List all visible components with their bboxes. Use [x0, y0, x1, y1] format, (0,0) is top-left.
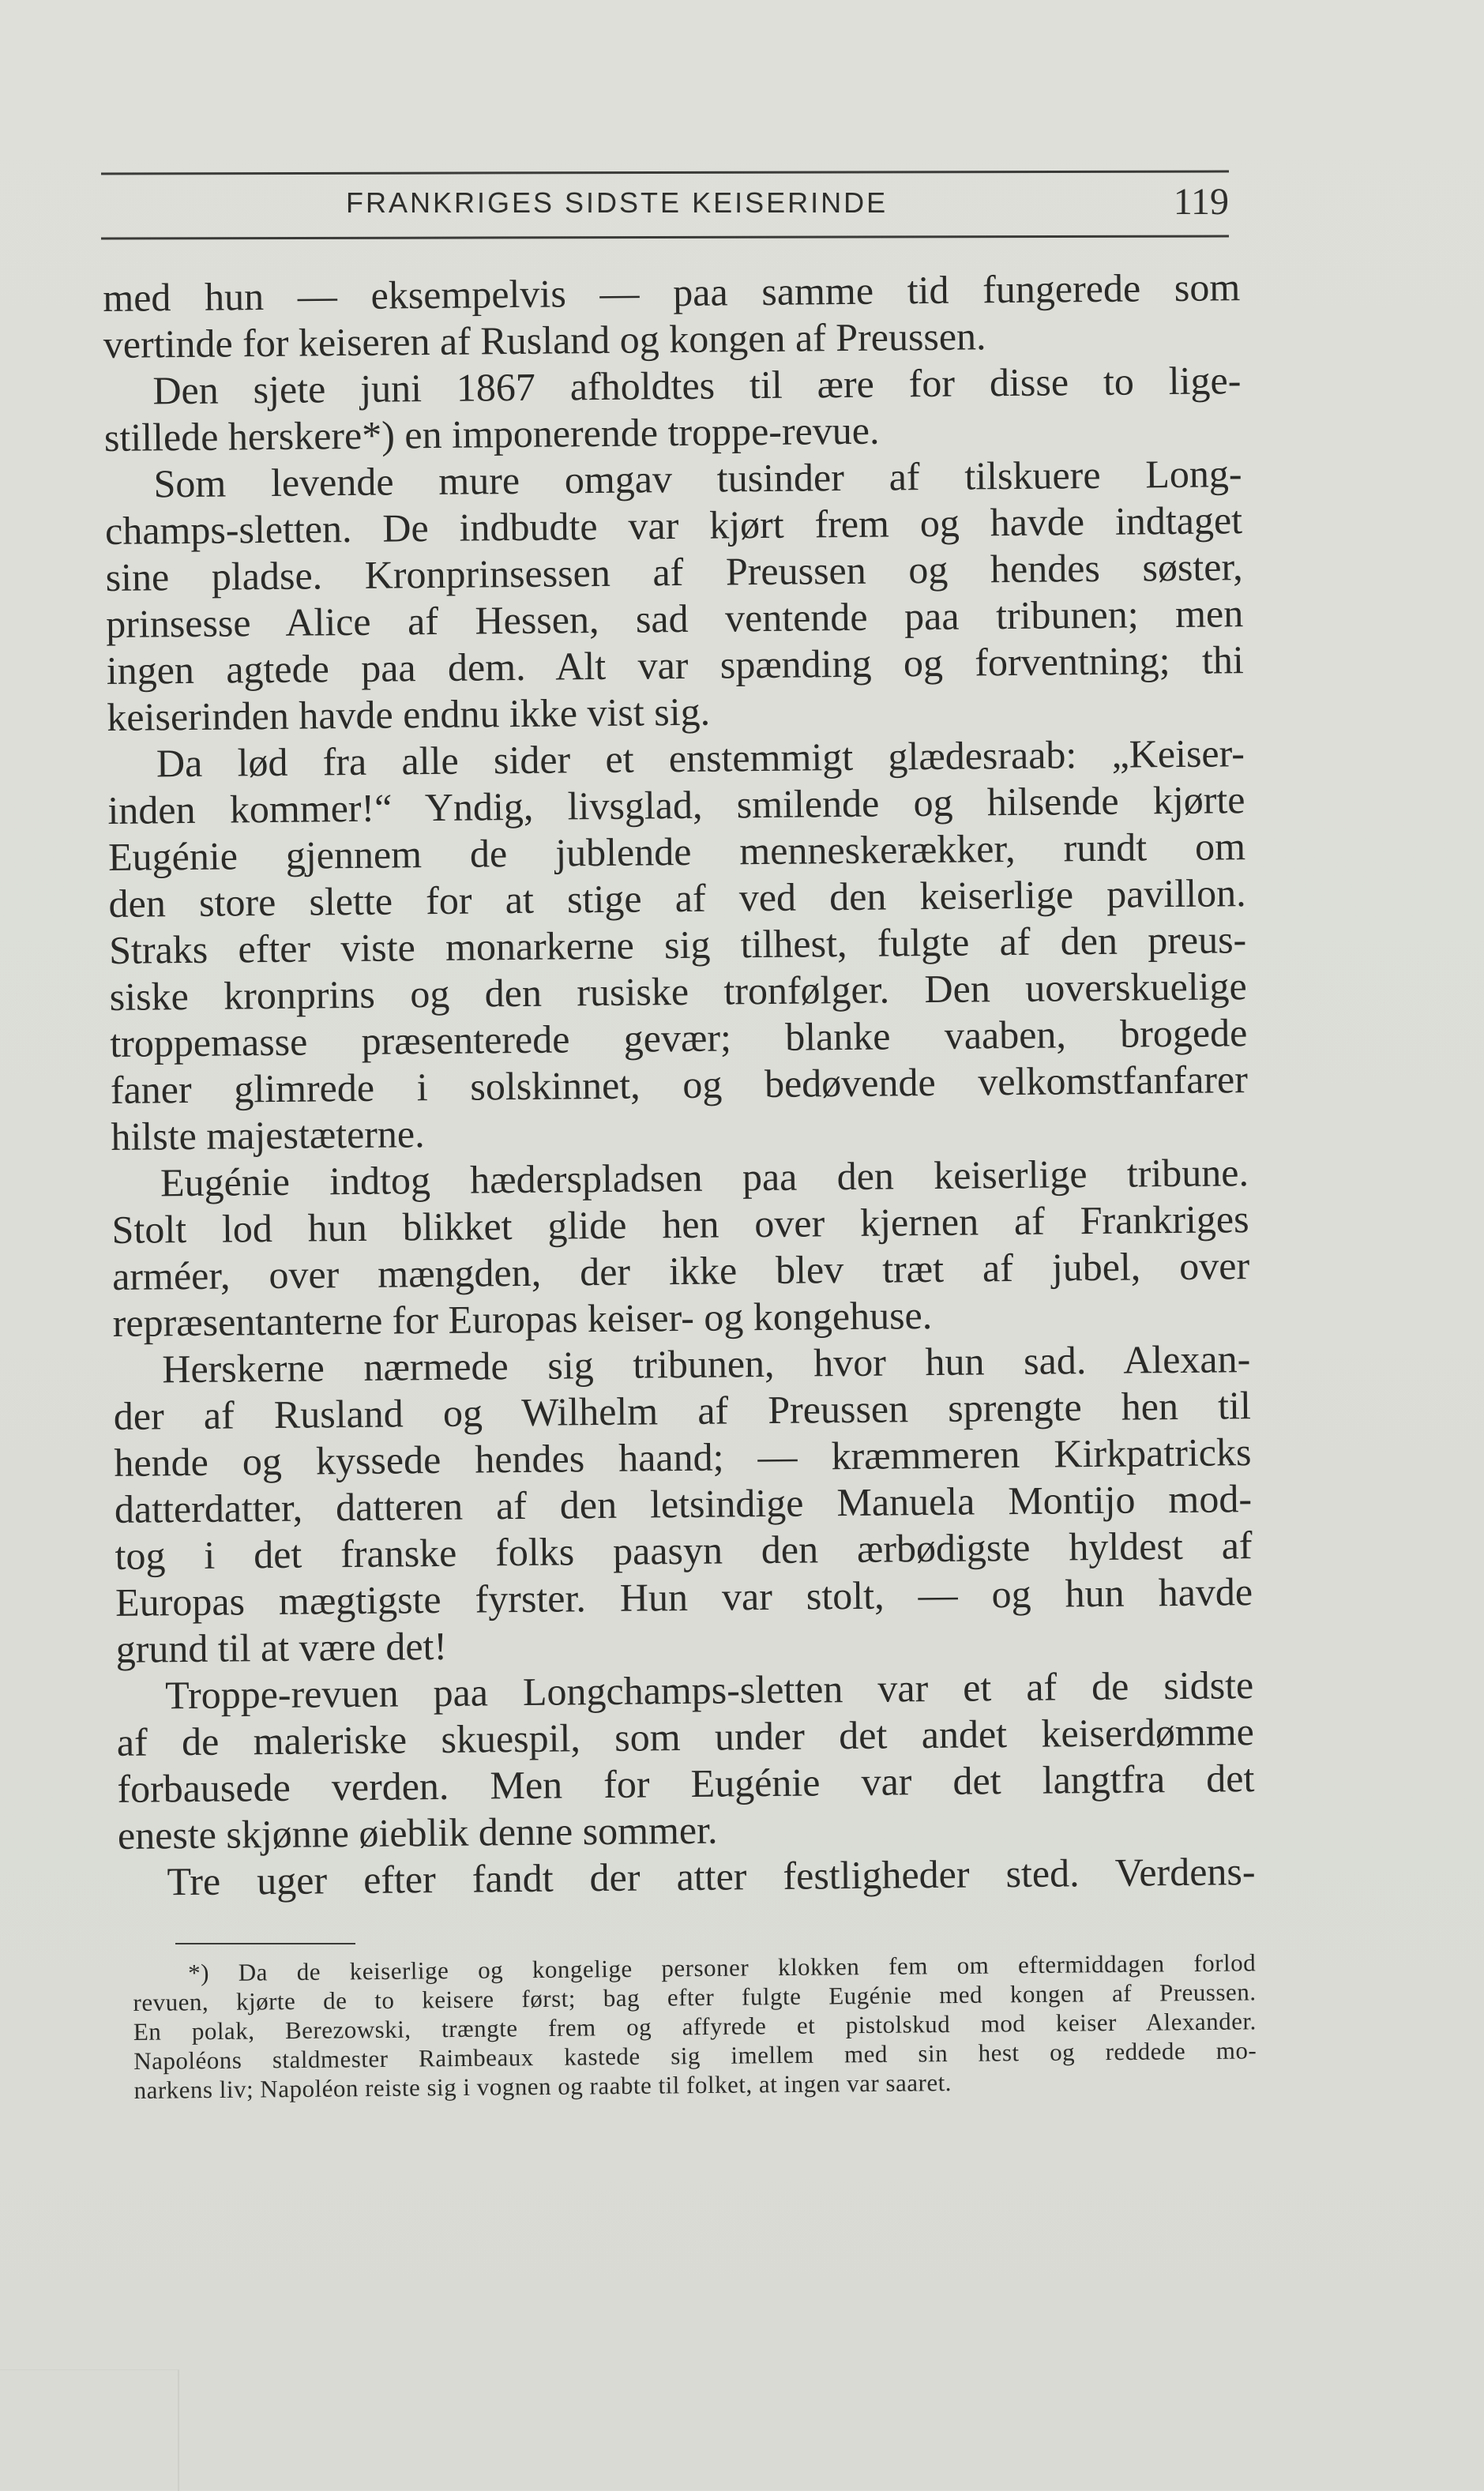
footnote — [133, 1948, 1257, 2105]
text-line: Stolt lod hun blikket glide hen over kjernen af Frankriges — [111, 1197, 1249, 1252]
footnote-line: En polak, Berezowski, trængte frem og affyrede et pistolskud mod keiser Alexander. — [133, 2007, 1257, 2046]
text-line: Eugénie gjennem de jublende menneskerækker, rundt om — [107, 824, 1246, 879]
text-line: Eugénie indtog hæderspladsen paa den keiserlige tribune. — [160, 1150, 1249, 1205]
text-line: repræsentanterne for Europas keiser- og kongehuse. — [112, 1292, 933, 1345]
text-line: sine pladse. Kronprinsessen af Preussen og hendes søster, — [105, 544, 1243, 599]
text-line: tog i det franske folks paasyn den ærbødigste hyldest af — [115, 1523, 1253, 1578]
header-bottom-rule — [101, 235, 1229, 240]
text-line: keiserinden havde endnu ikke vist sig. — [107, 689, 711, 739]
text-line: med hun — eksempelvis — paa samme tid fungerede som — [103, 265, 1241, 320]
text-line: grund til at være det! — [115, 1623, 448, 1671]
text-line: eneste skjønne øieblik denne sommer. — [117, 1807, 718, 1858]
text-line: Straks efter viste monarkerne sig tilhest, fulgte af den preus- — [108, 917, 1247, 972]
text-line: den store slette for at stige af ved den keiserlige pavillon. — [108, 870, 1246, 926]
text-line: der af Rusland og Wilhelm af Preussen sprengte hen til — [113, 1383, 1252, 1438]
text-line: troppemasse præsenterede gevær; blanke vaaben, brogede — [110, 1010, 1248, 1065]
text-line: ingen agtede paa dem. Alt var spænding og forventning; thi — [106, 637, 1245, 693]
running-head — [101, 180, 1229, 232]
footnote-line: *) Da de keiserlige og kongelige personer klokken fem om eftermiddagen forlod — [188, 1948, 1257, 1987]
footnote-rule — [175, 1943, 355, 1944]
text-line: inden kommer!“ Yndig, livsglad, smilende og hilsende kjørte — [107, 777, 1245, 832]
text-line: af de maleriske skuespil, som under det andet keiserdømme — [116, 1709, 1255, 1764]
running-title: FRANKRIGES SIDSTE KEISERINDE — [346, 186, 889, 219]
text-line: faner glimrede i solskinnet, og bedøvende velkomstfanfarer — [110, 1057, 1249, 1112]
text-line: Da lød fra alle sider et enstemmigt glædesraab: „Keiser- — [156, 731, 1245, 786]
text-line: Europas mægtigste fyrster. Hun var stolt, — og hun havde — [115, 1569, 1253, 1625]
text-line: hilste majestæterne. — [111, 1111, 425, 1159]
footnote-line: Napoléons staldmester Raimbeaux kastede sig imellem med sin hest og reddede mo- — [133, 2036, 1257, 2075]
text-line: Troppe-revuen paa Longchamps-sletten var et af de sidste — [164, 1663, 1254, 1718]
text-line: champs-sletten. De indbudte var kjørt frem og havde indtaget — [104, 498, 1243, 553]
text-line: arméer, over mængden, der ikke blev træt af jubel, over — [111, 1243, 1250, 1298]
text-line: prinsesse Alice af Hessen, sad ventende paa tribunen; men — [105, 591, 1244, 646]
text-line: Som levende mure omgav tusinder af tilskuere Long- — [153, 451, 1242, 506]
text-line: Herskerne nærmede sig tribunen, hvor hun sad. Alexan- — [162, 1336, 1251, 1392]
page-number: 119 — [1173, 181, 1229, 223]
footnote-line: revuen, kjørte de to keisere først; bag efter fulgte Eugénie med kongen af Preussen. — [133, 1978, 1257, 2016]
text-line: stillede herskere*) en imponerende troppe-revue. — [103, 408, 880, 460]
text-line: vertinde for keiseren af Rusland og kongen af Preussen. — [103, 314, 986, 366]
text-line: datterdatter, datteren af den letsindige Manuela Montijo mod- — [114, 1476, 1253, 1531]
footnote-line: narkens liv; Napoléon reiste sig i vognen og raabte til folket, at ingen var saaret. — [133, 2068, 952, 2104]
text-line: hende og kyssede hendes haand; — kræmmeren Kirkpatricks — [114, 1430, 1252, 1485]
page-edge-mark — [0, 2369, 179, 2491]
header-top-rule — [101, 171, 1229, 175]
text-line: Den sjete juni 1867 afholdtes til ære for disse to lige- — [152, 358, 1242, 413]
text-line: Tre uger efter fandt der atter festligheder sted. Verdens- — [167, 1849, 1256, 1904]
text-line: siske kronprins og den rusiske tronfølger. Den uoverskuelige — [109, 964, 1247, 1019]
body-text — [103, 264, 1256, 1906]
text-line: forbausede verden. Men for Eugénie var det langtfra det — [117, 1756, 1255, 1811]
